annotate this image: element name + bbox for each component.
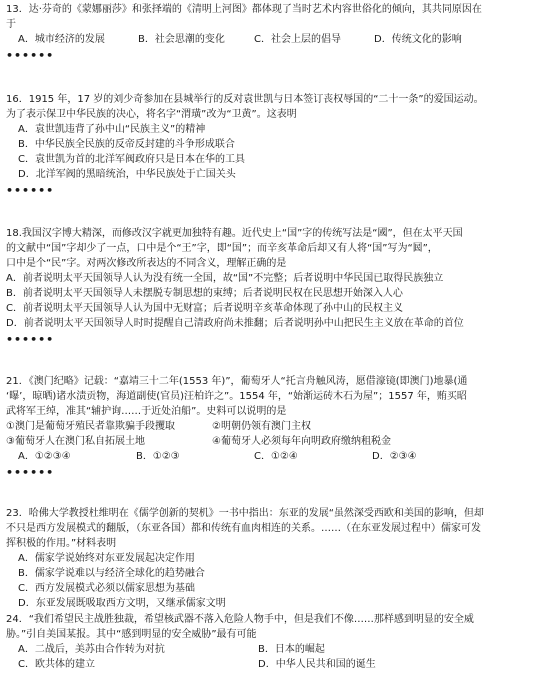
question-23	[6, 506, 544, 611]
option-b: B．①②③	[136, 451, 180, 462]
options-row	[6, 657, 544, 672]
option-c: C．欧共体的建立	[18, 659, 95, 670]
statement-1: ①澳门是葡萄牙殖民者靠欺骗手段攫取	[6, 421, 175, 432]
option-d: D．前者说明太平天国领导人时时提醒自己清政府尚未推翻；后者说明孙中山把民生主义放在革命的首位	[6, 318, 464, 329]
question-text-line: 16．1915 年，17 岁的刘少奇参加在县城举行的反对袁世凯与日本签订丧权辱国的“二十一条”的爱国运动。	[6, 94, 484, 105]
question-text-line: 口中是个“民”字。对两次修改所表达的不同含义，理解正确的是	[6, 258, 287, 269]
question-text-line: 不只是西方发展模式的翻版，（东亚各国）都和传统有血肉相连的关系。……（在东亚发展过程中）儒家可发	[6, 523, 481, 534]
ellipsis-separator: ••••••	[6, 49, 55, 62]
question-text-line: ‘曝’，晾晒)诸水渍贡物，海道副使(官员)汪柏许之”。1554 年，“始渐运砖木石为屋”；1557 年，贿买昭	[6, 391, 467, 402]
option-d: D．传统文化的影响	[374, 34, 462, 45]
statements-row	[6, 434, 544, 449]
option-a: A．儒家学说始终对东亚发展起决定作用	[18, 553, 195, 564]
option-c: C．西方发展模式必须以儒家思想为基础	[18, 583, 195, 594]
question-text-line: 武将军王绰，准其“辅护询……于近处泊船”。史料可以说明的是	[6, 406, 287, 417]
question-text-line: 挥积极的作用。”材料表明	[6, 538, 117, 549]
option-c: C．社会上层的倡导	[254, 34, 341, 45]
option-a: A．袁世凯违背了孙中山“民族主义”的精神	[18, 124, 206, 135]
statement-2: ②明朝仍领有澳门主权	[212, 421, 311, 432]
option-b: B．前者说明太平天国领导人未摆脱专制思想的束缚；后者说明民权在民思想开始深入人心	[6, 288, 403, 299]
option-b: B．儒家学说难以与经济全球化的趋势融合	[18, 568, 205, 579]
question-18	[6, 226, 544, 346]
option-a: A．二战后，美苏由合作转为对抗	[18, 644, 165, 655]
question-text-line: 18.我国汉字博大精深，而修改汉字就更加独特有趣。近代史上“国”字的传统写法是“國”，但在太平天国	[6, 228, 463, 239]
option-c: C．①②④	[254, 451, 298, 462]
option-a: A．前者说明太平天国领导人认为没有统一全国，故“国”不完整；后者说明中华民国已取得民族独立	[6, 273, 444, 284]
option-d: D．②③④	[372, 451, 417, 462]
statement-4: ④葡萄牙人必须每年向明政府缴纳租税金	[212, 436, 391, 447]
statement-3: ③葡萄牙人在澳门私自拓展土地	[6, 436, 145, 447]
question-13	[6, 2, 544, 62]
question-21	[6, 374, 544, 479]
option-a: A．①②③④	[18, 451, 71, 462]
option-a: A．城市经济的发展	[18, 34, 105, 45]
option-c: C．袁世凯为首的北洋军阀政府只是日本在华的工具	[18, 154, 245, 165]
option-d: D．中华人民共和国的诞生	[258, 659, 376, 670]
question-text-line: 为了表示保卫中华民族的决心，将名字“渭璜”改为“卫黄”。这表明	[6, 109, 297, 120]
options-row	[6, 449, 544, 464]
question-text-line: 于	[6, 19, 16, 30]
question-24	[6, 612, 544, 672]
options-row	[6, 642, 544, 657]
question-text-line: 24．“我们希望民主战胜独裁，希望核武器不落入危险人物手中，但是我们不像……那样感到明显的安全威	[6, 614, 474, 625]
option-b: B．日本的崛起	[258, 644, 325, 655]
option-d: D．东亚发展既吸取西方文明，又继承儒家文明	[18, 598, 226, 609]
options-row	[6, 32, 544, 47]
ellipsis-separator: ••••••	[6, 333, 55, 346]
ellipsis-separator: ••••••	[6, 184, 55, 197]
question-16	[6, 92, 544, 197]
option-b: B．社会思潮的变化	[138, 34, 225, 45]
statements-row	[6, 419, 544, 434]
question-text-line: 23．哈佛大学教授杜维明在《儒学创新的契机》一书中指出：东亚的发展“虽然深受西欧和美国的影响，但却	[6, 508, 484, 519]
question-text-line: 13．达·芬奇的《蒙娜丽莎》和张择端的《清明上河图》都体现了当时艺术内容世俗化的倾向，其共同原因在	[6, 4, 482, 15]
option-b: B．中华民族全民族的反帝反封建的斗争形成联合	[18, 139, 235, 150]
option-d: D．北洋军阀的黑暗统治，中华民族处于亡国关头	[18, 169, 236, 180]
question-text-line: 胁。”引自美国某报。其中“感到明显的安全威胁”最有可能	[6, 629, 257, 640]
option-c: C．前者说明太平天国领导人认为国中无财富；后者说明辛亥革命体现了孙中山的民权主义	[6, 303, 403, 314]
question-text-line: 21．《澳门纪略》记载：“嘉靖三十二年(1553 年)”，葡萄牙人“托言舟触风涛，愿借濠镜(即澳门)地暴(通	[6, 376, 468, 387]
question-text-line: 的文献中“国”字却少了一点，口中是个“王”字，即“国”；而辛亥革命后却又有人将“国”写为“囻”，	[6, 243, 438, 254]
ellipsis-separator: ••••••	[6, 466, 55, 479]
